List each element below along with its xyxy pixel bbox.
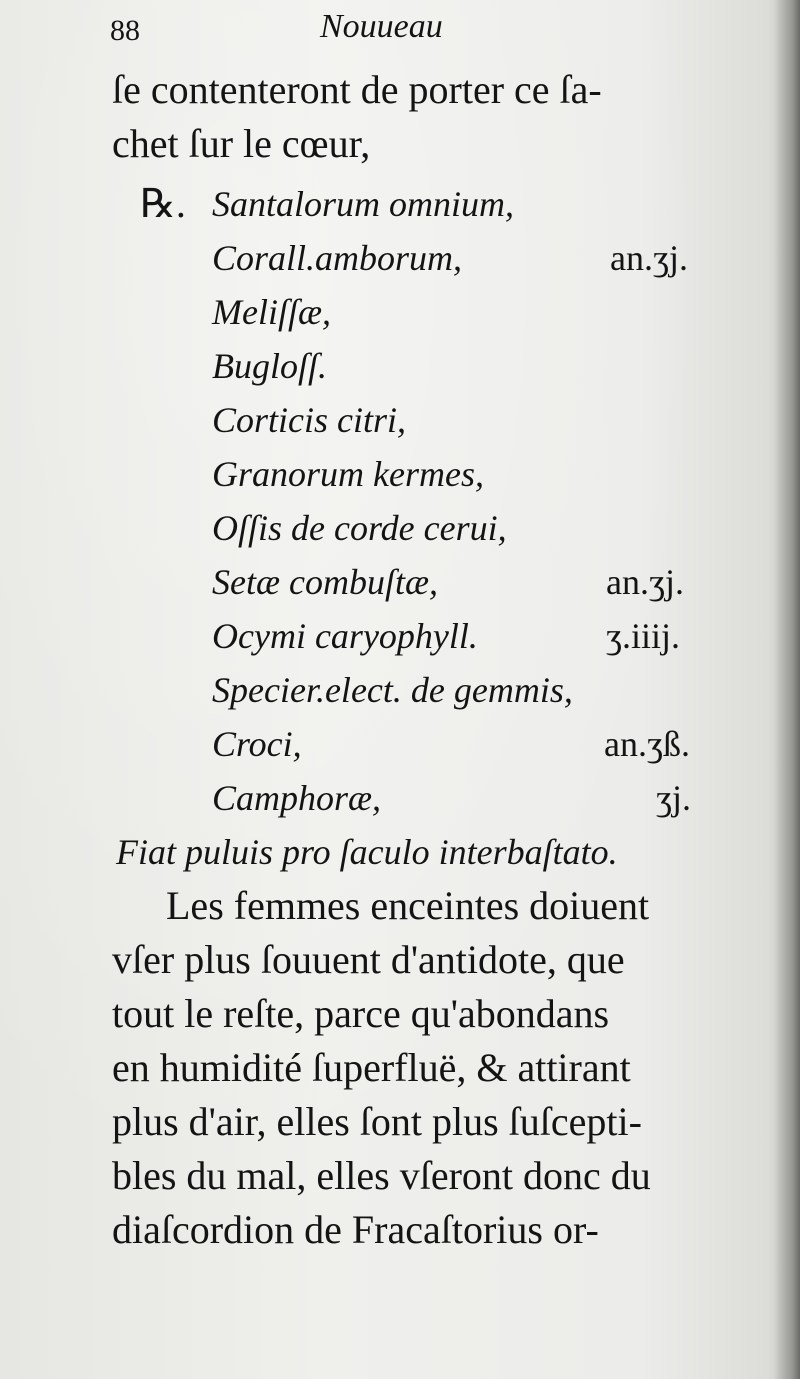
recipe-quantity: ʒj. (656, 778, 691, 818)
text-line: Les femmes enceintes doiuent (166, 883, 650, 928)
recipe-item: Oſſis de corde cerui, (212, 508, 507, 548)
recipe-item: Granorum kermes, (212, 454, 484, 494)
recipe-item: Bugloſſ. (212, 346, 327, 386)
running-title: Nouueau (320, 8, 443, 45)
recipe-closing: Fiat puluis pro ſaculo interbaſtato. (116, 832, 618, 872)
recipe-quantity: an.ʒß. (604, 724, 690, 764)
page-header (110, 8, 710, 52)
recipe-quantity: ʒ.iiij. (606, 616, 680, 656)
recipe-item: Santalorum omnium, (212, 184, 515, 224)
text-line: chet ſur le cœur, (112, 121, 371, 166)
text-line: diaſcordion de Fracaſtorius or- (112, 1207, 599, 1252)
text-line: vſer plus ſouuent d'antidote, que (112, 937, 625, 982)
page-number: 88 (110, 14, 140, 47)
recipe-item: Corall.amborum, (212, 238, 463, 278)
recipe-quantity: an.ʒj. (606, 562, 684, 602)
recipe-item: Meliſſæ, (212, 292, 331, 332)
page-gutter-shadow (774, 0, 800, 1379)
recipe-item: Specier.elect. de gemmis, (212, 670, 573, 710)
text-line: bles du mal, elles vſeront donc du (112, 1153, 651, 1198)
recipe-item: Croci, (212, 724, 302, 764)
text-line: tout le reſte, parce qu'abondans (112, 991, 610, 1036)
text-line: plus d'air, elles ſont plus ſuſcepti- (112, 1099, 642, 1144)
recipe-item: Corticis citri, (212, 400, 407, 440)
recipe-symbol: ℞. (140, 181, 186, 226)
recipe-item: Setæ combuſtæ, (212, 562, 438, 602)
text-line: en humidité ſuperfluë, & attirant (112, 1045, 631, 1090)
text-line: ſe contenteront de porter ce ſa- (112, 67, 602, 112)
recipe-item: Ocymi caryophyll. (212, 616, 478, 656)
recipe-item: Camphoræ, (212, 778, 382, 818)
recipe-quantity: an.ʒj. (610, 238, 688, 278)
